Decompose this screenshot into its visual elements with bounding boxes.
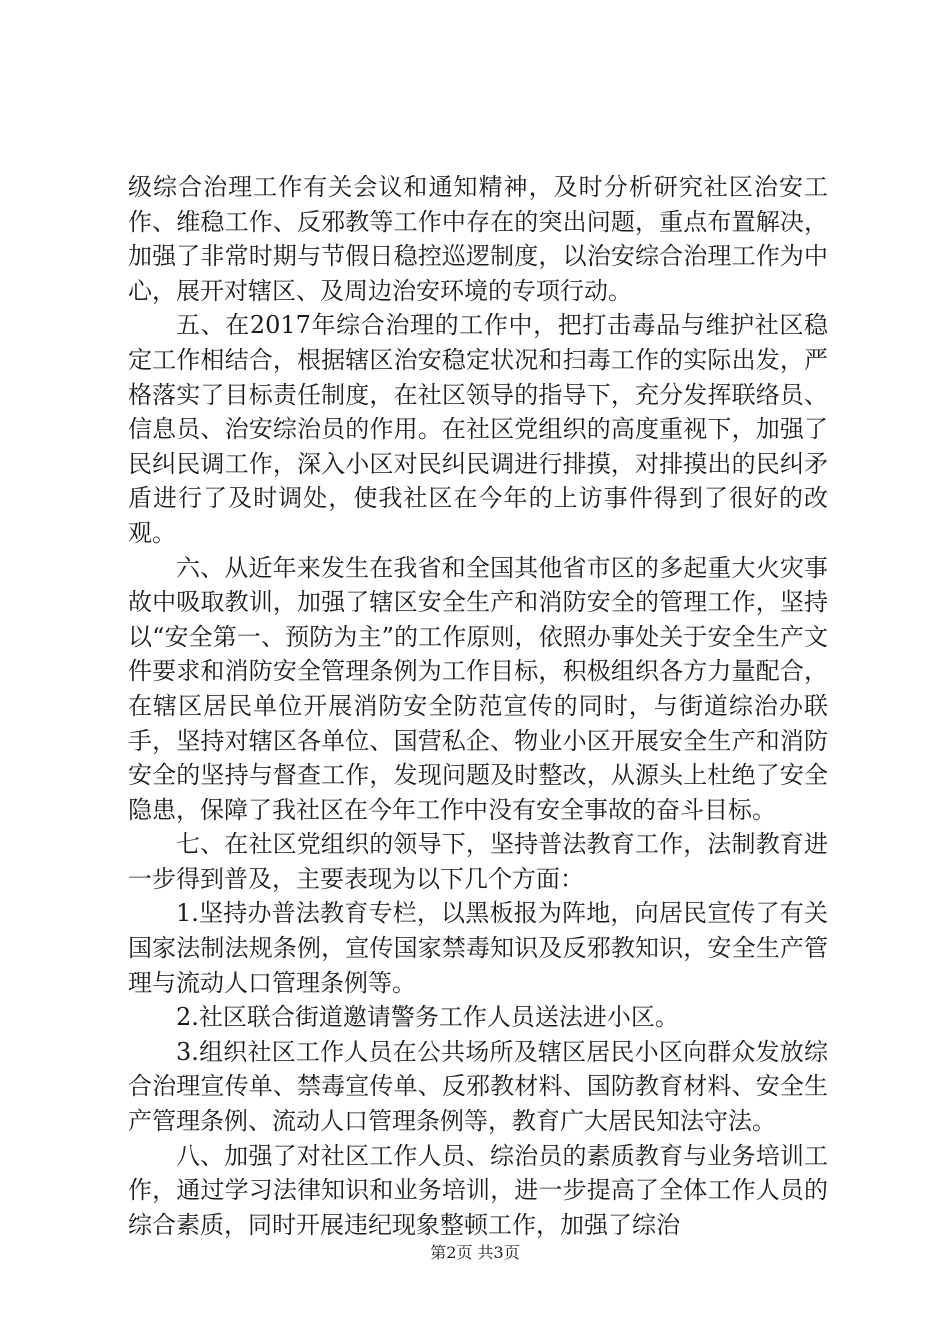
list-item-1: 1.坚持办普法教育专栏，以黑板报为阵地，向居民宣传了有关国家法制法规条例，宣传国家禁毒知识及反邪教知识，安全生产管理与流动人口管理条例等。 <box>128 899 828 997</box>
paragraph-4: 七、在社区党组织的领导下，坚持普法教育工作，法制教育进一步得到普及，主要表现为以下几个方面： <box>128 830 828 893</box>
page-number-footer: 第2页 共3页 <box>430 1243 520 1262</box>
paragraph-5: 八、加强了对社区工作人员、综治员的素质教育与业务培训工作，通过学习法律知识和业务培训，进一步提高了全体工作人员的综合素质，同时开展违纪现象整顿工作，加强了综治 <box>128 1141 828 1239</box>
list-item-3: 3.组织社区工作人员在公共场所及辖区居民小区向群众发放综合治理宣传单、禁毒宣传单、反邪教材料、国防教育材料、安全生产管理条例、流动人口管理条例等，教育广大居民知法守法。 <box>128 1037 828 1136</box>
paragraph-2: 五、在2017年综合治理的工作中，把打击毒品与维护社区稳定工作相结合，根据辖区治安稳定状况和扫毒工作的实际出发，严格落实了目标责任制度，在社区领导的指导下，充分发挥联络员、信息员、治安综治员的作用。在社区党组织的高度重视下，加强了民纠民调工作，深入小区对民纠民调进行排摸，对排摸出的民纠矛盾进行了及时调处，使我社区在今年的上访事件得到了很好的改观。 <box>128 311 828 547</box>
paragraph-3: 六、从近年来发生在我省和全国其他省市区的多起重大火灾事故中吸取教训，加强了辖区安全生产和消防安全的管理工作，坚持以“安全第一、预防为主”的工作原则，依照办事处关于安全生产文件要求和消防安全管理条例为工作目标，积极组织各方力量配合，在辖区居民单位开展消防安全防范宣传的同时，与街道综治办联手，坚持对辖区各单位、国营私企、物业小区开展安全生产和消防安全的坚持与督查工作，发现问题及时整改，从源头上杜绝了安全隐患，保障了我社区在今年工作中没有安全事故的奋斗目标。 <box>128 553 828 824</box>
document-body <box>128 170 828 1242</box>
list-item-2: 2.社区联合街道邀请警务工作人员送法进小区。 <box>176 1003 679 1032</box>
paragraph-1: 级综合治理工作有关会议和通知精神，及时分析研究社区治安工作、维稳工作、反邪教等工作中存在的突出问题，重点布置解决，加强了非常时期与节假日稳控巡逻制度，以治安综合治理工作为中心，展开对辖区、及周边治安环境的专项行动。 <box>128 173 828 305</box>
